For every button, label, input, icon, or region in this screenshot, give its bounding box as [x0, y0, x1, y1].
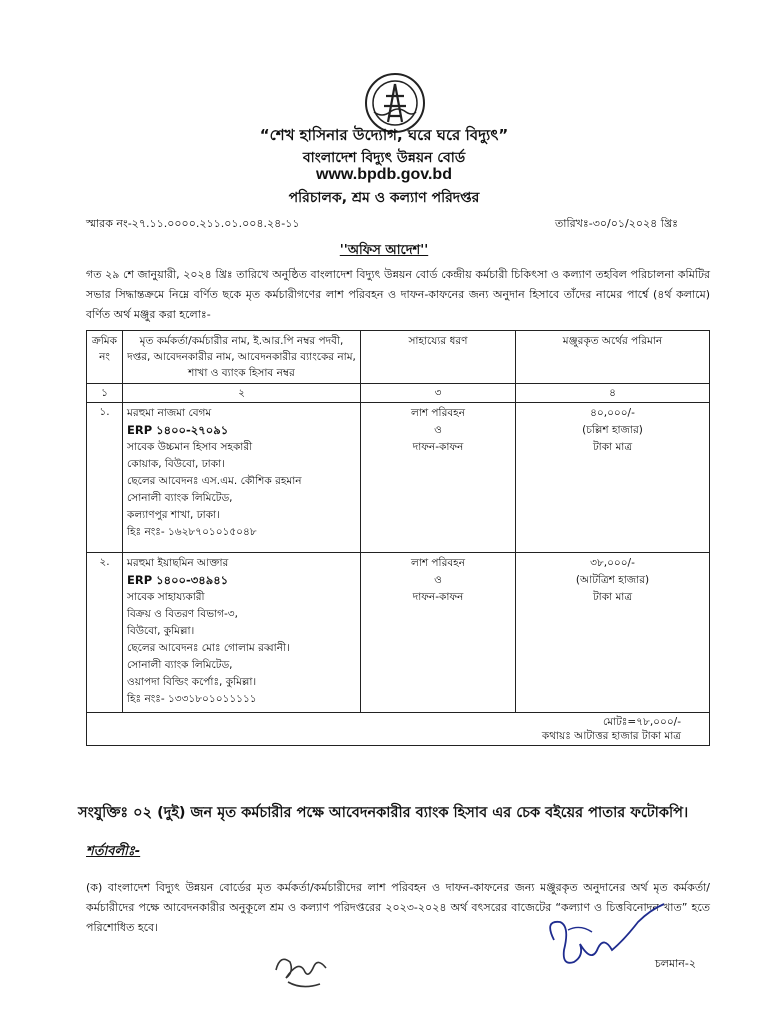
- applicant: ছেলের আবেদনঃ এস.এম. কৌশিক রহমান: [127, 475, 302, 487]
- aid-line: ও: [434, 424, 442, 436]
- amount-words: (আটত্রিশ হাজার): [575, 574, 650, 586]
- row-aid-type: [361, 553, 516, 713]
- total-row: [87, 713, 710, 746]
- column-number: ৩: [361, 384, 516, 403]
- conditions-title: শর্তাবলীঃ-: [86, 844, 141, 859]
- header-details: মৃত কর্মকর্তা/কর্মচারীর নাম, ই.আর.পি নম্বর পদবী, দপ্তর, আবেদনকারীর নাম, আবেদনকারীর ব্যাংকের নাম, শাখা ও ব্যাংক হিসাব নম্বর: [123, 331, 361, 384]
- header-aid-type: সাহায্যের ধরণ: [361, 331, 516, 384]
- header-amount: মঞ্জুরকৃত অর্থের পরিমান: [516, 331, 710, 384]
- aid-line: দাফন-কাফন: [412, 591, 464, 603]
- condition-paragraph: (ক) বাংলাদেশ বিদ্যুৎ উন্নয়ন বোর্ডের মৃত কর্মকর্তা/কর্মচারীদের লাশ পরিবহন ও দাফন-কাফনের জন্য মঞ্জুরকৃত অনুদানের অর্থ মৃত কর্মকর্তা/কর্মচারীদের পক্ষে আবেদনকারীর অনুকূলে শ্রম ও কল্যাণ পরিদপ্তরের ২০২৩-২০২৪ অর্থ বৎসরের বাজেটের “কল্যাণ ও চিত্তবিনোদন খাত” হতে পরিশোধিত হবে।: [86, 881, 710, 934]
- total-amount: মোটঃ=৭৮,০০০/-: [602, 716, 681, 728]
- table-row: [87, 553, 710, 713]
- deceased-name: মরহুমা নাজমা বেগম: [127, 407, 212, 419]
- office: কোয়াক, বিউবো, ঢাকা।: [127, 458, 225, 470]
- initial-signature: [268, 940, 338, 995]
- organization-name: বাংলাদেশ বিদ্যুৎ উন্নয়ন বোর্ড: [302, 150, 466, 166]
- erp-number: ERP ১৪০০-৩৪৯৪১: [127, 573, 229, 587]
- office-line-2: বিউবো, কুমিল্লা।: [127, 625, 195, 637]
- column-number: ১: [87, 384, 123, 403]
- order-title: ''অফিস আদেশ'': [339, 243, 429, 258]
- bank-branch: কল্যাণপুর শাখা, ঢাকা।: [127, 509, 220, 521]
- memo-number: স্মারক নং-২৭.১১.০০০০.২১১.০১.০০৪.২৪-১১: [86, 217, 300, 230]
- aid-line: লাশ পরিবহন: [411, 407, 465, 419]
- intro-paragraph: গত ২৯ শে জানুয়ারী, ২০২৪ খ্রিঃ তারিখে অনুষ্ঠিত বাংলাদেশ বিদ্যুৎ উন্নয়ন বোর্ড কেন্দ্রীয় কর্মচারী চিকিৎসা ও কল্যাণ তহবিল পরিচালনা কমিটির সভার সিদ্ধান্তক্রমে নিম্নে বর্ণিত ছকে মৃত কর্মচারীগণের লাশ পরিবহন ও দাফন-কাফনের জন্য অনুদান হিসাবে তাঁদের নামের পার্শ্বে (৪র্থ কলামে) বর্ণিত অর্থ মঞ্জুর করা হলোঃ-: [86, 268, 710, 321]
- row-serial: ২.: [87, 553, 123, 713]
- bank-name: সোনালী ব্যাংক লিমিটেড,: [127, 659, 233, 671]
- bank-name: সোনালী ব্যাংক লিমিটেড,: [127, 492, 233, 504]
- grant-table: [86, 330, 710, 746]
- amount-figure: ৩৮,০০০/-: [590, 557, 635, 569]
- applicant: ছেলের আবেদনঃ মোঃ গোলাম রব্বানী।: [127, 642, 290, 654]
- aid-line: দাফন-কাফন: [412, 441, 464, 453]
- account-number: হিঃ নংঃ- ১৬২৮৭০১০১৫০৪৮: [127, 526, 257, 538]
- row-amount: [516, 553, 710, 713]
- designation: সাবেক উচ্চমান হিসাব সহকারী: [127, 441, 253, 453]
- slogan: “শেখ হাসিনার উদ্যোগ, ঘরে ঘরে বিদ্যুৎ”: [259, 126, 509, 144]
- continued-page-marker: চলমান-২: [654, 957, 696, 970]
- row-serial: ১.: [87, 403, 123, 553]
- website: www.bpdb.gov.bd: [316, 166, 452, 183]
- director-signature: [540, 900, 670, 980]
- header-serial: ক্রমিক নং: [87, 331, 123, 384]
- amount-suffix: টাকা মাত্র: [592, 591, 633, 603]
- total-cell: [87, 713, 710, 746]
- aid-line: লাশ পরিবহন: [411, 557, 465, 569]
- row-details: [123, 403, 361, 553]
- table-row: [87, 403, 710, 553]
- erp-number: ERP ১৪০০-২৭০৯১: [127, 423, 229, 437]
- column-number: ৪: [516, 384, 710, 403]
- department: পরিচালক, শ্রম ও কল্যাণ পরিদপ্তর: [288, 190, 480, 206]
- column-number-row: [87, 384, 710, 403]
- total-in-words: কথায়ঃ আটাত্তর হাজার টাকা মাত্র: [541, 730, 681, 742]
- row-aid-type: [361, 403, 516, 553]
- table-header-row: [87, 331, 710, 384]
- amount-figure: ৪০,০০০/-: [590, 407, 635, 419]
- attachment-note: সংযুক্তিঃ ০২ (দুই) জন মৃত কর্মচারীর পক্ষে আবেদনকারীর ব্যাংক হিসাব এর চেক বইয়ের পাতার ফটোকপি।: [78, 805, 689, 821]
- amount-words: (চল্লিশ হাজার): [582, 424, 643, 436]
- deceased-name: মরহুমা ইয়াছমিন আক্তার: [127, 557, 229, 569]
- designation: সাবেক সাহায্যকারী: [127, 591, 205, 603]
- row-details: [123, 553, 361, 713]
- amount-suffix: টাকা মাত্র: [592, 441, 633, 453]
- office: বিক্রয় ও বিতরণ বিভাগ-৩,: [127, 608, 238, 620]
- memo-date: তারিখঃ-৩০/০১/২০২৪ খ্রিঃ: [555, 217, 678, 230]
- bank-branch: ওয়াপদা বিল্ডিং কর্পোঃ, কুমিল্লা।: [127, 676, 257, 688]
- row-amount: [516, 403, 710, 553]
- aid-line: ও: [434, 574, 442, 586]
- account-number: হিঃ নংঃ- ১৩৩১৮০১০১১১১১: [127, 693, 257, 705]
- column-number: ২: [123, 384, 361, 403]
